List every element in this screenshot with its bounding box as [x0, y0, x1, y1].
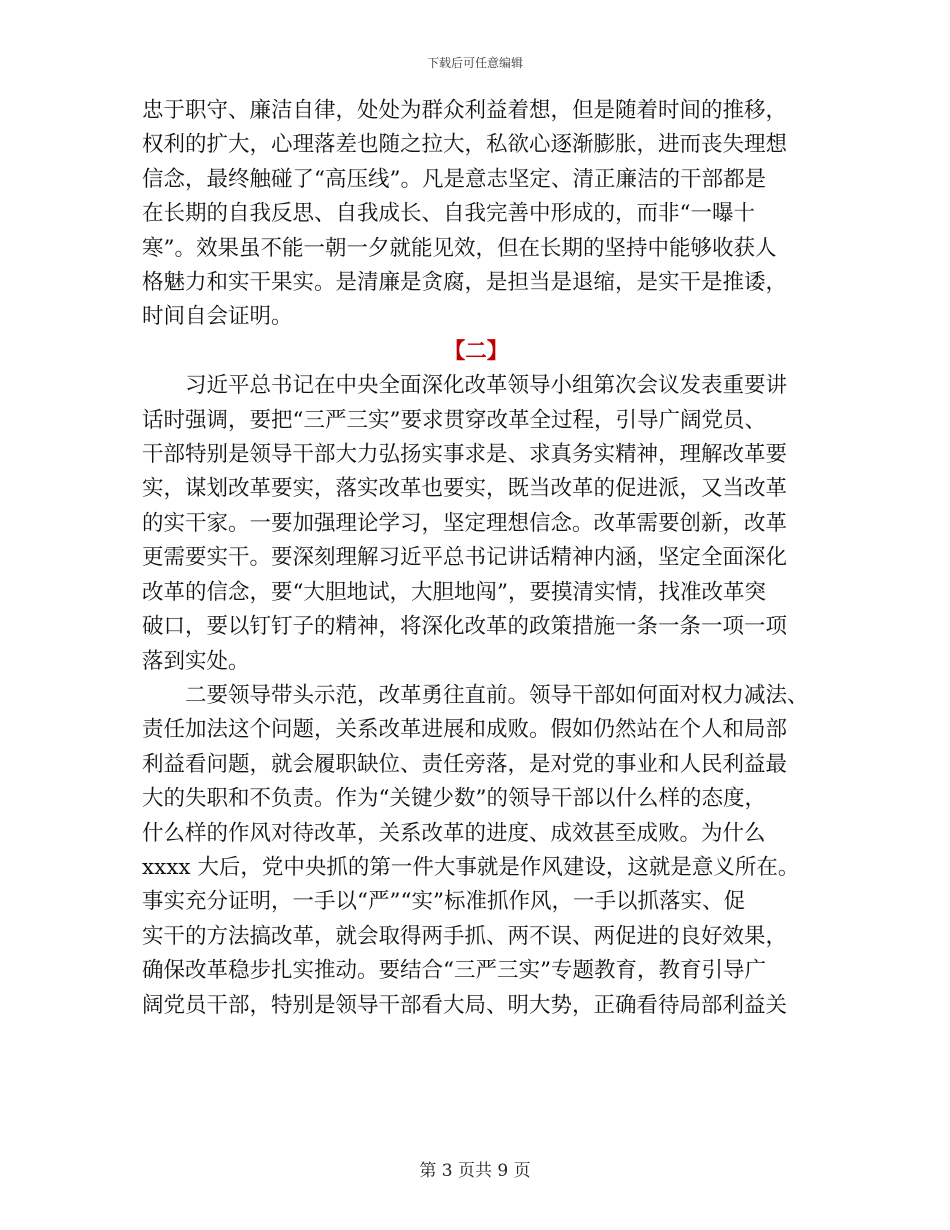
text-line: 习近平总书记在中央全面深化改革领导小组第次会议发表重要讲: [185, 373, 788, 399]
page-number: 第 3 页共 9 页: [419, 1161, 531, 1181]
paragraph: [142, 679, 810, 1023]
text-line: 二要领导带头示范，改革勇往直前。领导干部如何面对权力减法、: [185, 682, 809, 708]
text-line: xxxx 大后，党中央抓的第一件大事就是作风建设，这就是意义所在。: [142, 854, 800, 880]
text-line: 实干的方法搞改革，就会取得两手抓、两不误、两促进的良好效果，: [142, 923, 788, 949]
text-line: 确保改革稳步扎实推动。要结合“三严三实”专题教育，教育引导广: [142, 958, 766, 984]
page-header: 下载后可任意编辑: [426, 56, 523, 70]
text-line: 破口，要以钉钉子的精神，将深化改革的政策措施一条一条一项一项: [142, 614, 788, 640]
text-line: 话时强调，要把“三严三实”要求贯穿改革全过程，引导广阔党员、: [142, 407, 766, 433]
text-line: 在长期的自我反思、自我成长、自我完善中形成的，而非“一曝十: [142, 201, 755, 227]
text-line: 干部特别是领导干部大力弘扬实事求是、求真务实精神，理解改革要: [142, 442, 788, 468]
text-line: 责任加法这个问题，关系改革进展和成败。假如仍然站在个人和局部: [142, 717, 788, 743]
paragraph: [142, 369, 810, 679]
text-line: 落到实处。: [142, 648, 250, 674]
text-line: 改革的信念，要“大胆地试，大胆地闯”，要摸清实情，找准改革突: [142, 579, 766, 605]
paragraph-continued: [142, 94, 810, 335]
section-heading: 【二】: [443, 338, 509, 364]
text-line: 实，谋划改革要实，落实改革也要实，既当改革的促进派，又当改革: [142, 476, 788, 502]
text-line: 寒”。效果虽不能一朝一夕就能见效，但在长期的坚持中能够收获人: [142, 235, 777, 261]
text-line: 忠于职守、廉洁自律，处处为群众利益着想，但是随着时间的推移，: [142, 98, 788, 123]
text-line: 时间自会证明。: [142, 304, 293, 330]
text-line: 的实干家。一要加强理论学习，坚定理想信念。改革需要创新，改革: [142, 510, 788, 536]
text-line: 大的失职和不负责。作为“关键少数”的领导干部以什么样的态度，: [142, 786, 766, 812]
text-line: 利益看问题，就会履职缺位、责任旁落，是对党的事业和人民利益最: [142, 751, 788, 777]
text-line: 信念，最终触碰了“高压线”。凡是意志坚定、清正廉洁的干部都是: [142, 166, 766, 192]
text-line: 阔党员干部，特别是领导干部看大局、明大势，正确看待局部利益关: [142, 992, 788, 1018]
text-line: 权利的扩大，心理落差也随之拉大，私欲心逐渐膨胀，进而丧失理想: [142, 132, 788, 158]
document-body: [142, 94, 810, 1023]
text-line: 格魅力和实干果实。是清廉是贪腐，是担当是退缩，是实干是推诿，: [142, 270, 788, 296]
text-line: 什么样的作风对待改革，关系改革的进度、成效甚至成败。为什么: [142, 820, 766, 846]
text-line: 事实充分证明，一手以“严”“实”标准抓作风，一手以抓落实、促: [142, 889, 745, 915]
text-line: 更需要实干。要深刻理解习近平总书记讲话精神内涵，坚定全面深化: [142, 545, 788, 571]
